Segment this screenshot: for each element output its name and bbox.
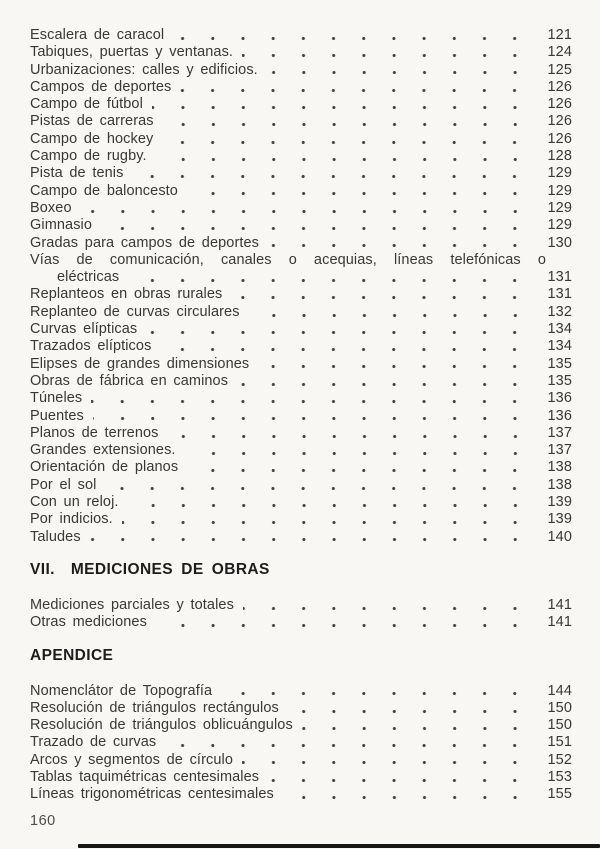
toc-entry-page: 129 (547, 165, 572, 182)
toc-entry-title: Campo de hockey (30, 130, 154, 147)
toc-entry-title: Pista de tenis (30, 165, 124, 182)
toc-entry-page: 130 (547, 234, 572, 251)
footer-page-number: 160 (30, 812, 56, 829)
toc-entry (30, 614, 572, 631)
toc-entry-page: 124 (547, 44, 572, 61)
dot-leader (146, 321, 532, 338)
toc-entry-page: 132 (547, 303, 572, 320)
toc-entry (30, 286, 572, 303)
dot-leader (91, 390, 532, 407)
toc-entry (30, 113, 572, 130)
dot-leader (105, 477, 532, 494)
toc-entry-title: Taludes (30, 528, 81, 545)
toc-entry-title: Gradas para campos de deportes (30, 234, 260, 251)
dot-leader (243, 597, 532, 614)
toc-entry-page: 129 (547, 182, 572, 199)
toc-entry-page: 136 (547, 390, 572, 407)
toc-entry-title: Grandes extensiones. (30, 442, 176, 459)
toc-entry-title: Túneles (30, 390, 83, 407)
toc-entry (30, 373, 572, 390)
toc-entry-page: 129 (547, 199, 572, 216)
toc-entry (30, 269, 572, 286)
toc-entry-page: 141 (547, 596, 572, 613)
dot-leader (249, 304, 532, 321)
section-title: APENDICE (30, 646, 114, 664)
toc-entry-page: 155 (547, 786, 572, 803)
dot-leader (302, 717, 532, 734)
toc-entry-page: 126 (547, 96, 572, 113)
toc-entry-page: 139 (547, 511, 572, 528)
toc-entry-page: 128 (547, 148, 572, 165)
section-heading (30, 560, 572, 580)
section-title: MEDICIONES DE OBRAS (70, 560, 270, 578)
toc-entry-title: Orientación de planos (30, 459, 179, 476)
toc-entry-page: 131 (547, 286, 572, 303)
toc-entry (30, 27, 572, 44)
toc-entry-page: 141 (547, 614, 572, 631)
toc-entry-title: Campos de deportes (30, 78, 172, 95)
toc-entry-page: 134 (547, 338, 572, 355)
dot-leader (152, 96, 532, 113)
toc-entry (30, 597, 572, 614)
toc-entry-title: Mediciones parciales y totales (30, 596, 234, 613)
toc-entry-page: 126 (547, 78, 572, 95)
dot-leader (101, 217, 532, 234)
toc-entry (30, 44, 572, 61)
dot-leader (258, 356, 532, 373)
toc-entry (30, 79, 572, 96)
dot-leader (165, 734, 532, 751)
toc-entry-page: 129 (547, 217, 572, 234)
toc-entry (30, 96, 572, 113)
toc-entry (30, 442, 572, 459)
toc-entry-title: Campo de baloncesto (30, 182, 178, 199)
toc-entry-title: Líneas trigonométricas centesimales (30, 786, 274, 803)
toc-entry-title: Nomenclátor de Topografía (30, 682, 213, 699)
toc-entry-page: 121 (547, 27, 572, 43)
toc-entry (30, 477, 572, 494)
toc-entry (30, 734, 572, 751)
toc-entry (30, 321, 572, 338)
dot-leader (132, 165, 532, 182)
toc-entry (30, 408, 572, 425)
toc-entry-title: Urbanizaciones: calles y edificios. (30, 61, 258, 78)
toc-entry-title: Elipses de grandes dimensiones (30, 355, 250, 372)
toc-entry-title: Obras de fábrica en caminos (30, 372, 229, 389)
toc-entry-page: 137 (547, 442, 572, 459)
toc-entry-title: Arcos y segmentos de círculo (30, 751, 233, 768)
section-number: VII. (30, 560, 55, 578)
toc-entry (30, 786, 572, 803)
toc-entry-title: Boxeo (30, 199, 72, 216)
toc-entry-title: Replanteos en obras rurales (30, 286, 223, 303)
toc-entry (30, 717, 572, 734)
toc-entry (30, 511, 572, 528)
toc-entry-page: 138 (547, 476, 572, 493)
toc-entry (30, 183, 572, 200)
dot-leader (156, 614, 532, 631)
toc-entry-title: Resolución de triángulos oblicuángulos (30, 717, 293, 734)
toc-entry-page: 144 (547, 682, 572, 699)
dot-leader (156, 148, 532, 165)
toc-entry (30, 752, 572, 769)
toc-entry-title: Con un reloj. (30, 494, 119, 511)
toc-entry-page: 125 (547, 61, 572, 78)
toc-entry (30, 425, 572, 442)
dot-leader (268, 235, 532, 252)
toc-entry (30, 200, 572, 217)
toc-entry-page: 135 (547, 372, 572, 389)
toc-entry-page: 151 (547, 734, 572, 751)
toc-entry-page: 137 (547, 424, 572, 441)
toc-entry-page: 136 (547, 407, 572, 424)
toc-entry-page: 150 (547, 699, 572, 716)
toc-entry (30, 769, 572, 786)
toc-entry-title: Pistas de carreras (30, 113, 154, 130)
dot-leader (242, 44, 532, 61)
toc-entry-page: 138 (547, 459, 572, 476)
toc-entry-title: Trazados elípticos (30, 338, 152, 355)
dot-leader (221, 683, 532, 700)
dot-leader (93, 408, 532, 425)
dot-leader (128, 494, 532, 511)
toc-entry (30, 235, 572, 252)
dot-leader (268, 769, 532, 786)
toc-entry-page: 126 (547, 113, 572, 130)
toc-entry-title: Tabiques, puertas y ventanas. (30, 44, 234, 61)
toc-entry-title: Campo de fútbol (30, 96, 143, 113)
toc-entry-page: 134 (547, 321, 572, 338)
toc-entry-title: Gimnasio (30, 217, 93, 234)
dot-leader (187, 183, 532, 200)
toc-entry-title: Planos de terrenos (30, 424, 159, 441)
dot-leader (168, 425, 532, 442)
scan-edge-artifact (78, 844, 600, 848)
dot-leader (180, 79, 532, 96)
toc-entry (30, 131, 572, 148)
toc-entry-title: Por el sol (30, 476, 97, 493)
toc-entry (30, 148, 572, 165)
toc-entry-title: Otras mediciones (30, 614, 147, 631)
toc-entry-page: 140 (547, 528, 572, 545)
dot-leader (122, 511, 532, 528)
dot-leader (185, 442, 532, 459)
dot-leader (237, 373, 532, 390)
toc-entry (30, 62, 572, 79)
dot-leader (242, 752, 532, 769)
toc-entry-page: 135 (547, 355, 572, 372)
dot-leader (163, 113, 532, 130)
toc-entry (30, 700, 572, 717)
toc-entry-page: 126 (547, 130, 572, 147)
toc-entry (30, 529, 572, 546)
toc-entry (30, 683, 572, 700)
toc-entry-page: 139 (547, 494, 572, 511)
dot-leader (288, 700, 532, 717)
dot-leader (173, 27, 532, 44)
dot-leader (160, 338, 532, 355)
toc-entry (30, 390, 572, 407)
toc-entry-title: Escalera de caracol (30, 27, 165, 43)
toc-entry-wrapped-line (30, 252, 572, 269)
toc-entry (30, 165, 572, 182)
toc-entry-page: 150 (547, 717, 572, 734)
toc-entry-title: Trazado de curvas (30, 734, 157, 751)
toc-entry-page: 152 (547, 751, 572, 768)
toc-entry-title: Por indicios. (30, 511, 113, 528)
dot-leader (81, 200, 532, 217)
toc-entry-page: 131 (547, 269, 572, 286)
dot-leader (90, 529, 532, 546)
toc-entry-title: Replanteo de curvas circulares (30, 303, 240, 320)
toc-entry-title: Curvas elípticas (30, 321, 138, 338)
toc-entry-title: Tablas taquimétricas centesimales (30, 768, 260, 785)
dot-leader (283, 786, 532, 803)
section-heading (30, 646, 572, 666)
dot-leader (187, 459, 532, 476)
dot-leader (162, 131, 532, 148)
toc-entry-title: Resolución de triángulos rectángulos (30, 699, 279, 716)
toc-entry (30, 459, 572, 476)
toc-entry-title: Puentes (30, 407, 84, 424)
toc-entry-title: eléctricas (57, 269, 120, 286)
toc-entry-title: Vías de comunicación, canales o acequias, líneas telefónicas o (30, 251, 546, 268)
toc-entry (30, 338, 572, 355)
dot-leader (267, 62, 532, 79)
toc-entry (30, 356, 572, 373)
toc-entry-page: 153 (547, 768, 572, 785)
toc-entry (30, 494, 572, 511)
dot-leader (231, 286, 532, 303)
toc-entry (30, 217, 572, 234)
toc-entry (30, 304, 572, 321)
dot-leader (128, 269, 532, 286)
toc-list (30, 27, 572, 804)
toc-entry-title: Campo de rugby. (30, 148, 147, 165)
